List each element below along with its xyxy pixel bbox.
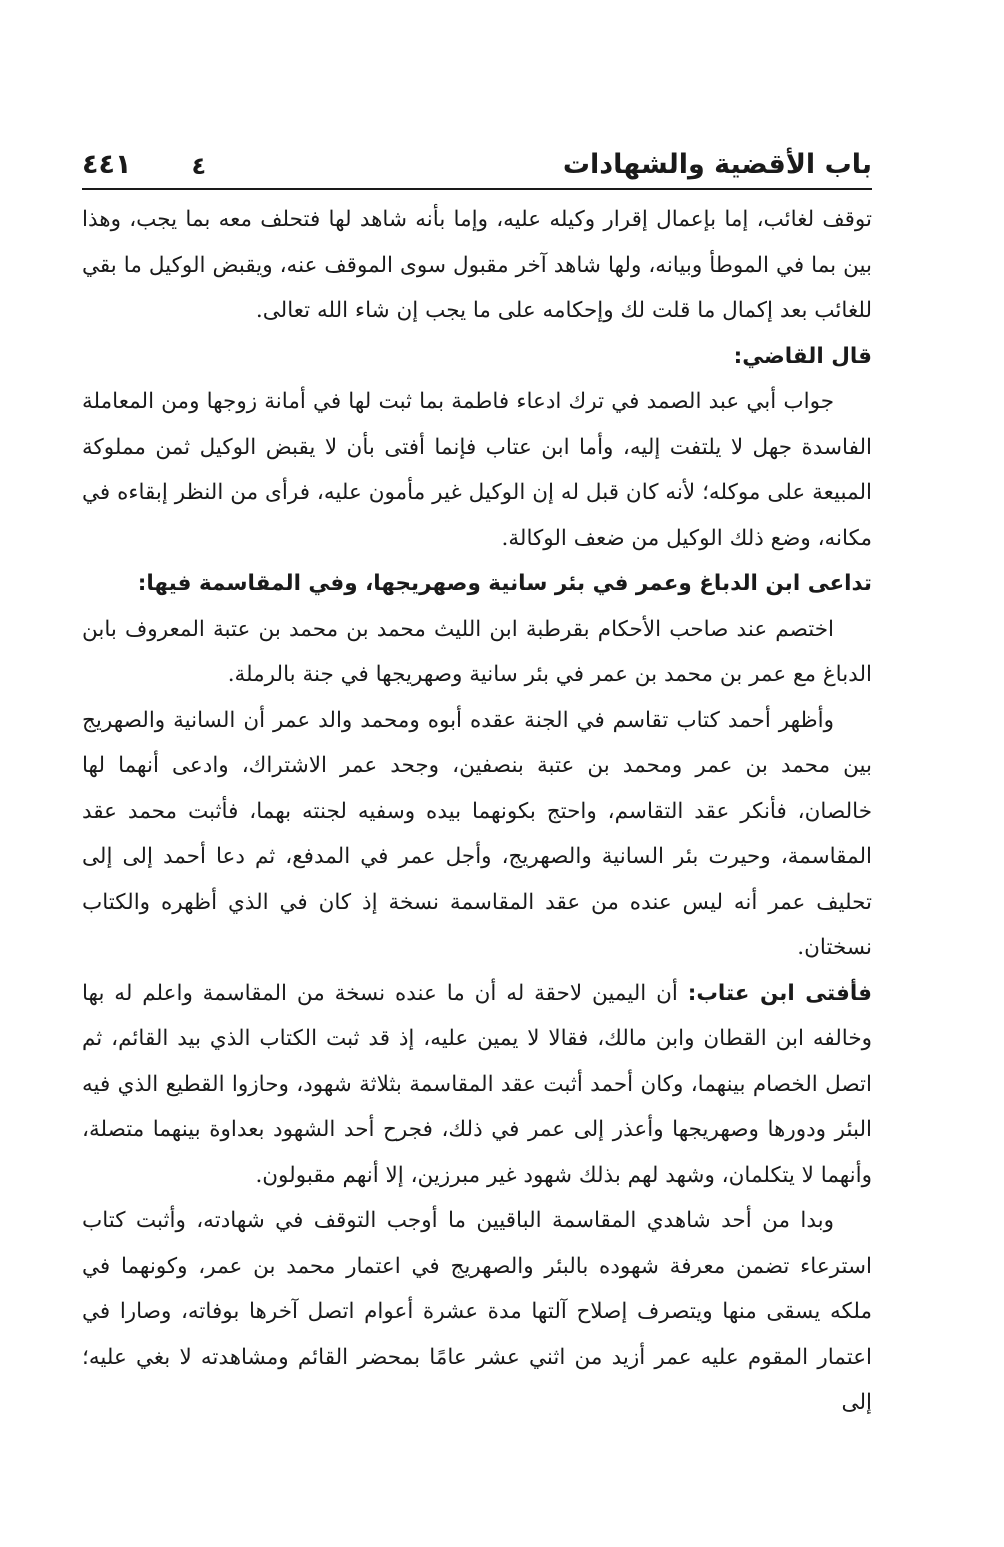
heading-dispute: تداعى ابن الدباغ وعمر في بئر سانية وصهريجها، وفي المقاسمة فيها:	[137, 571, 872, 596]
heading-qadi: قال القاضي:	[733, 343, 872, 369]
paragraph-2: جواب أبي عبد الصمد في ترك ادعاء فاطمة بما ثبت لها في أمانة زوجها ومن المعاملة الفاسدة جهل لا يلتفت إليه، وأما ابن عتاب فإنما أفتى بأن لا يقبض الوكيل ثمن مملوكة المبيعة على موكله؛ لأنه كان قبل له إن الوكيل غير مأمون عليه، فرأى من النظر إبقاءه في مكانه، وضع ذلك الوكيل من ضعف الوكالة.	[82, 389, 872, 551]
paragraph-1: توقف لغائب، إما بإعمال إقرار وكيله عليه، وإما بأنه شاهد لها فتحلف معه بما يجب، وهذا بين بما في الموطأ وبيانه، ولها شاهد آخر مقبول سوى الموقف عنه، ويقبض الوكيل ما بقي للغائب بعد إكمال ما قلت لك وإحكامه على ما يجب إن شاء الله تعالى.	[82, 207, 872, 323]
paragraph-4: وأظهر أحمد كتاب تقاسم في الجنة عقده أبوه ومحمد والد عمر أن السانية والصهريج بين محمد بن عمر ومحمد بن عتبة بنصفين، وجحد عمر الاشتراك، وادعى أنهما لها خالصان، فأنكر عقد التقاسم، واحتج بكونهما بيده وسفيه لجنته بهما، فأثبت محمد عقد المقاسمة، وحيرت بئر السانية والصهريج، وأجل عمر في المدفع، ثم دعا أحمد إلى إلى تحليف عمر أنه ليس عنده من عقد المقاسمة نسخة إذ كان في الذي أظهره والكتاب نسختان.	[82, 707, 872, 960]
fatwa-lead: فأفتى ابن عتاب:	[687, 980, 872, 1006]
page	[82, 140, 872, 1426]
fatwa-text: أن اليمين لاحقة له أن ما عنده نسخة من المقاسمة واعلم له بها وخالفه ابن القطان وابن مالك، فقالا لا يمين عليه، إذ قد ثبت الكتاب الذي بيد القائم، ثم اتصل الخصام بينهما، وكان أحمد أثبت عقد المقاسمة بثلاثة شهود، وحازوا القطيع الذي فيه البئر ودورها وصهريجها وأعذر إلى عمر في ذلك، فجرح أحد الشهود بعداوة بينهما متصلة، وأنهما لا يتكلمان، وشهد لهم بذلك شهود غير مبرزين، إلا أنهم مقبولون.	[82, 980, 872, 1188]
paragraph-3: اختصم عند صاحب الأحكام بقرطبة ابن الليث محمد بن محمد بن عتبة المعروف بابن الدباغ مع عمر بن محمد بن عمر في بئر سانية وصهريجها في جنة بالرملة.	[82, 616, 872, 687]
page-number: ٤٤١	[82, 149, 132, 180]
volume-marker: ٤	[191, 152, 207, 180]
chapter-title: باب الأقضية والشهادات	[562, 149, 872, 180]
paragraph-5	[82, 971, 872, 1199]
page-body	[82, 197, 872, 1426]
paragraph-6: وبدا من أحد شاهدي المقاسمة الباقيين ما أوجب التوقف في شهادته، وأثبت كتاب استرعاء تضمن معرفة شهوده بالبئر والصهريج في اعتمار محمد بن عمر، وكونهما في ملكه يسقى منها ويتصرف إصلاح آلتها مدة عشرة أعوام اتصل آخرها بوفاته، وصارا في اعتمار المقوم عليه عمر أزيد من اثني عشر عامًا بمحضر القائم ومشاهدته لا بغي عليه؛ إلى	[82, 1208, 872, 1415]
header-left	[82, 149, 206, 180]
running-header	[82, 140, 872, 190]
